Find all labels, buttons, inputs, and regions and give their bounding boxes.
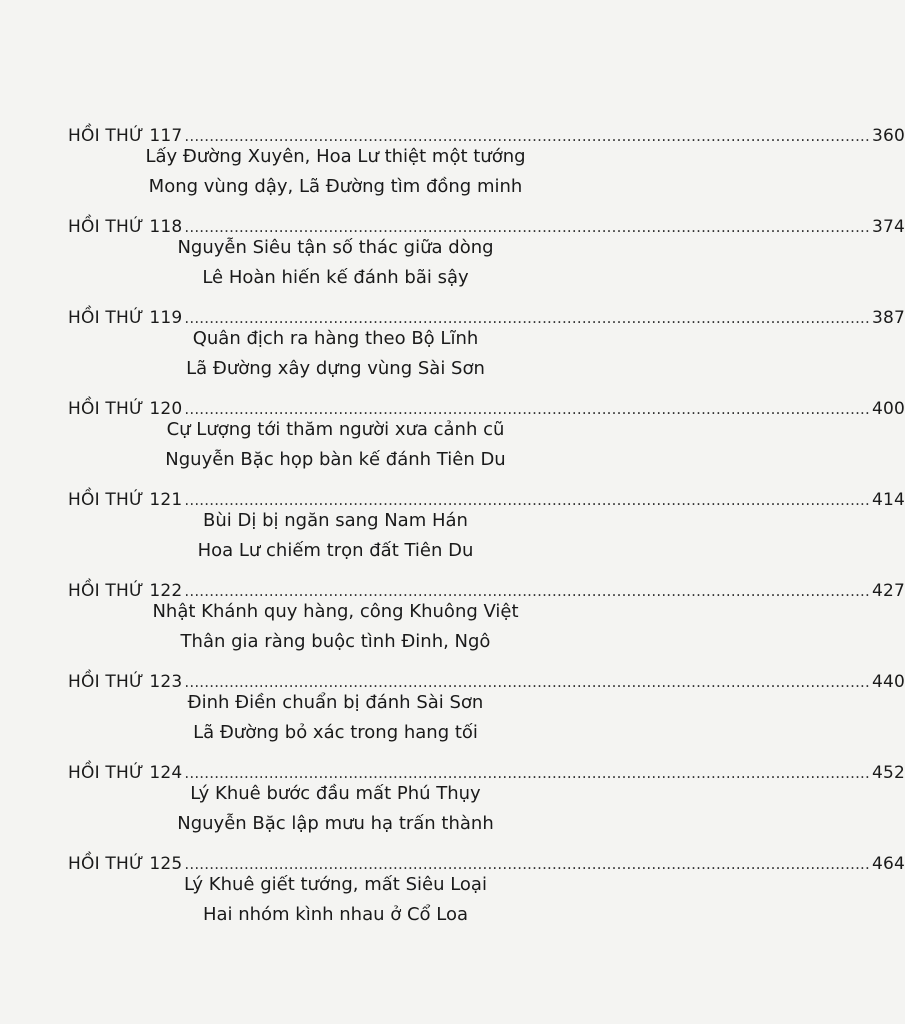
chapter-subtitle-line: Lý Khuê giết tướng, mất Siêu Loại [184, 874, 487, 895]
chapter-subtitle-line: Đinh Điền chuẩn bị đánh Sài Sơn [187, 692, 484, 713]
page-number: 387 [871, 308, 905, 328]
page-number: 427 [871, 581, 905, 601]
chapter-subtitle-line: Lấy Đường Xuyên, Hoa Lư thiệt một tướng [145, 146, 526, 167]
toc-heading-row [68, 298, 905, 328]
dot-leader: .......................................................................................................................................... [184, 855, 870, 873]
chapter-heading: HỒI THỨ 123 [68, 672, 183, 692]
chapter-subtitle-line: Lã Đường xây dựng vùng Sài Sơn [186, 358, 485, 379]
chapter-subtitle-line: Lý Khuê bước đầu mất Phú Thụy [190, 783, 481, 804]
chapter-subtitle-line: Lã Đường bỏ xác trong hang tối [193, 722, 478, 743]
chapter-subtitle-line: Hai nhóm kình nhau ở Cổ Loa [202, 904, 469, 925]
dot-leader: .......................................................................................................................................... [184, 218, 870, 236]
chapter-heading: HỒI THỨ 120 [68, 399, 183, 419]
dot-leader: .......................................................................................................................................... [184, 673, 870, 691]
toc-heading-row [68, 389, 905, 419]
toc-heading-row [68, 116, 905, 146]
dot-leader: .......................................................................................................................................... [184, 582, 870, 600]
chapter-subtitle-line: Nguyễn Siêu tận số thác giữa dòng [177, 237, 494, 258]
page-number: 440 [871, 672, 905, 692]
chapter-heading: HỒI THỨ 122 [68, 581, 183, 601]
chapter-heading: HỒI THỨ 121 [68, 490, 183, 510]
toc-heading-row [68, 662, 905, 692]
dot-leader: .......................................................................................................................................... [184, 764, 870, 782]
chapter-subtitle-line: Cự Lượng tới thăm người xưa cảnh cũ [166, 419, 505, 440]
dot-leader: .......................................................................................................................................... [184, 127, 870, 145]
toc-heading-row [68, 480, 905, 510]
chapter-subtitle-line: Bùi Dị bị ngăn sang Nam Hán [203, 510, 468, 531]
chapter-heading: HỒI THỨ 124 [68, 763, 183, 783]
toc-heading-row [68, 571, 905, 601]
chapter-heading: HỒI THỨ 125 [68, 854, 183, 874]
page-number: 360 [871, 126, 905, 146]
dot-leader: .......................................................................................................................................... [184, 309, 870, 327]
chapter-subtitle-line: Nhật Khánh quy hàng, công Khuông Việt [152, 601, 519, 622]
chapter-heading: HỒI THỨ 118 [68, 217, 183, 237]
page-number: 414 [871, 490, 905, 510]
page-number: 464 [871, 854, 905, 874]
chapter-subtitle-line: Mong vùng dậy, Lã Đường tìm đồng minh [148, 176, 523, 197]
page-number: 374 [871, 217, 905, 237]
toc-heading-row [68, 753, 905, 783]
toc-heading-row [68, 207, 905, 237]
chapter-subtitle-line: Hoa Lư chiếm trọn đất Tiên Du [197, 540, 474, 561]
chapter-subtitle-line: Quân địch ra hàng theo Bộ Lĩnh [192, 328, 479, 349]
chapter-subtitle-line: Nguyễn Bặc họp bàn kế đánh Tiên Du [165, 449, 506, 470]
chapter-subtitle-line: Thân gia ràng buộc tình Đinh, Ngô [180, 631, 491, 652]
page-number: 452 [871, 763, 905, 783]
dot-leader: .......................................................................................................................................... [184, 491, 870, 509]
chapter-heading: HỒI THỨ 119 [68, 308, 183, 328]
toc-heading-row [68, 844, 905, 874]
page-number: 400 [871, 399, 905, 419]
chapter-subtitle-line: Lê Hoàn hiến kế đánh bãi sậy [202, 267, 469, 288]
chapter-subtitle-line: Nguyễn Bặc lập mưu hạ trấn thành [177, 813, 494, 834]
chapter-heading: HỒI THỨ 117 [68, 126, 183, 146]
dot-leader: .......................................................................................................................................... [184, 400, 870, 418]
